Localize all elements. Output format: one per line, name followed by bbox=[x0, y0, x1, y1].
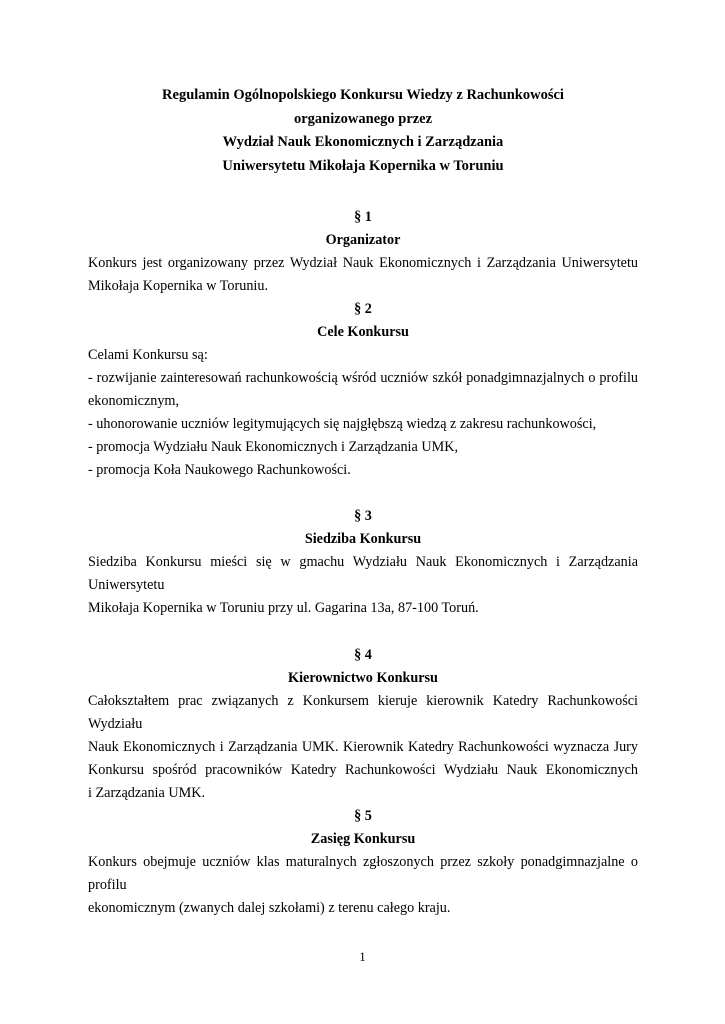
paragraph-line: Konkursu spośród pracowników Katedry Rachunkowości Wydziału Nauk Ekonomicznych bbox=[88, 762, 638, 778]
document-title bbox=[88, 84, 638, 178]
list-intro: Celami Konkursu są: bbox=[88, 347, 208, 363]
section-3 bbox=[88, 505, 638, 620]
section-heading: Organizator bbox=[325, 232, 401, 248]
section-number: § 1 bbox=[354, 209, 372, 225]
title-line-1: Regulamin Ogólnopolskiego Konkursu Wiedzy z Rachunkowości bbox=[162, 87, 564, 103]
section-number: § 4 bbox=[354, 647, 372, 663]
list-item: - rozwijanie zainteresowań rachunkowością wśród uczniów szkół ponadgimnazjalnych o profilu bbox=[88, 370, 638, 386]
section-4 bbox=[88, 644, 638, 805]
spacer bbox=[88, 620, 638, 644]
paragraph-line: Nauk Ekonomicznych i Zarządzania UMK. Kierownik Katedry Rachunkowości wyznacza Jury bbox=[88, 739, 638, 755]
section-1 bbox=[88, 206, 638, 298]
paragraph-line: i Zarządzania UMK. bbox=[88, 785, 205, 801]
list-item: - uhonorowanie uczniów legitymujących się najgłębszą wiedzą z zakresu rachunkowości, bbox=[88, 416, 597, 432]
list-item: - promocja Koła Naukowego Rachunkowości. bbox=[88, 462, 351, 478]
title-line-2: organizowanego przez bbox=[293, 110, 433, 127]
section-number: § 5 bbox=[354, 808, 372, 824]
list-item-continuation: ekonomicznym, bbox=[88, 393, 180, 409]
paragraph-line: ekonomicznym (zwanych dalej szkołami) z terenu całego kraju. bbox=[88, 900, 451, 916]
paragraph-line: Konkurs jest organizowany przez Wydział Nauk Ekonomicznych i Zarządzania Uniwersytetu bbox=[88, 255, 638, 271]
section-heading: Zasięg Konkursu bbox=[310, 831, 416, 847]
title-line-4: Uniwersytetu Mikołaja Kopernika w Toruniu bbox=[222, 157, 504, 174]
spacer bbox=[88, 482, 638, 505]
paragraph-line: Konkurs obejmuje uczniów klas maturalnych zgłoszonych przez szkoły ponadgimnazjalne o profilu bbox=[88, 854, 638, 893]
paragraph-line: Mikołaja Kopernika w Toruniu. bbox=[88, 278, 268, 294]
section-number: § 2 bbox=[354, 301, 372, 317]
paragraph-line: Mikołaja Kopernika w Toruniu przy ul. Gagarina 13a, 87-100 Toruń. bbox=[88, 600, 479, 616]
section-2 bbox=[88, 298, 638, 482]
document-body bbox=[88, 206, 638, 920]
title-line-3: Wydział Nauk Ekonomicznych i Zarządzania bbox=[222, 134, 504, 150]
section-5 bbox=[88, 805, 638, 920]
page-number: 1 bbox=[359, 950, 366, 964]
paragraph-line: Całokształtem prac związanych z Konkursem kieruje kierownik Katedry Rachunkowości Wydziału bbox=[88, 693, 638, 732]
list-item: - promocja Wydziału Nauk Ekonomicznych i Zarządzania UMK, bbox=[88, 439, 458, 455]
paragraph-line: Siedziba Konkursu mieści się w gmachu Wydziału Nauk Ekonomicznych i Zarządzania Uniwersytetu bbox=[88, 554, 638, 593]
section-heading: Cele Konkursu bbox=[317, 324, 409, 340]
section-number: § 3 bbox=[354, 508, 372, 524]
section-heading: Kierownictwo Konkursu bbox=[288, 670, 438, 686]
section-heading: Siedziba Konkursu bbox=[304, 531, 422, 547]
